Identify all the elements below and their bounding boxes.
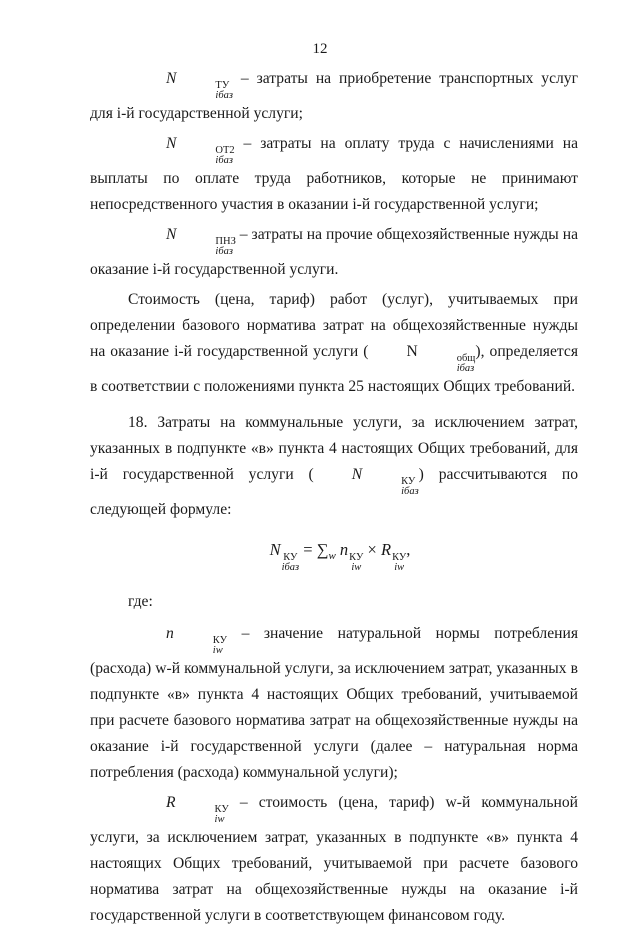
definition-text: – затраты на оплату труда с начислениями на выплаты по оплате труда работников, которые не принимают непосредственного участия в оказании i-й государственной услуги; [90, 135, 578, 213]
formula-r: R КУ iw [380, 540, 407, 573]
symbol-n-iw: n КУ iw [166, 625, 228, 656]
definition-natural-norm [90, 621, 578, 786]
definition-text: – значение натуральной нормы потребления (расхода) w-й коммунальной услуги, за исключением затрат, указанных в подпункте «в» пункта 4 настоящих Общих требований, учитываемой при расчете базового норматива затрат на общехозяйственные нужды на оказание i-й государственной услуги (далее – натуральная норма потребления (расхода) коммунальной услуги); [90, 625, 578, 781]
definition-other-costs [90, 222, 578, 283]
definition-text: – затраты на приобретение транспортных услуг для i-й государственной услуги; [90, 70, 578, 122]
definition-utility-cost [90, 790, 578, 929]
page-number: 12 [312, 41, 328, 57]
formula-equals: = [299, 540, 317, 559]
item-18-paragraph: 18. Затраты на коммунальные услуги, за исключением затрат, указанных в подпункте «в» пункта 4 настоящих Общих требований, для i-й государственной услуги ( N КУ iбаз ) рассчитываются по следующей формуле: [90, 414, 579, 518]
definition-transport-costs [90, 66, 578, 127]
formula-times: × [363, 540, 381, 559]
utilities-formula [90, 537, 578, 573]
sum-sign: ∑ [316, 540, 329, 559]
where-label: где: [128, 593, 153, 610]
symbol-n-obsch: N общ iбаз [406, 343, 476, 374]
page-content [90, 66, 578, 933]
sum-index: w [328, 550, 336, 562]
definition-text: – затраты на прочие общехозяйственные нужды на оказание i-й государственной услуги. [90, 226, 578, 278]
formula-n: n КУ iw [339, 540, 364, 573]
symbol-r-iw: R КУ iw [166, 794, 229, 825]
formula-lhs: N КУ iбаз [269, 540, 300, 573]
symbol-n-ot2: N ОТ2 iбаз [166, 135, 235, 166]
symbol-n-pnz: N ПНЗ iбаз [166, 226, 236, 257]
formula-tail: , [406, 540, 411, 559]
symbol-n-ty: N ТУ iбаз [166, 70, 233, 101]
definition-text: – стоимость (цена, тариф) w-й коммунальной услуги, за исключением затрат, указанных в подпункте «в» пункта 4 настоящих Общих требований, учитываемой при расчете базового норматива затрат на общехозяйственные нужды на оказание i-й государственной услуги в соответствующем финансовом году. [90, 794, 578, 924]
symbol-n-ku: N КУ iбаз [351, 466, 419, 497]
cost-paragraph: Стоимость (цена, тариф) работ (услуг), учитываемых при определении базового норматива затрат на общехозяйственные нужды на оказание i-й государственной услуги ( N общ iбаз ), определяется в соответствии с положениями пункта 25 настоящих Общих требований. [90, 291, 578, 395]
definition-labor-costs [90, 131, 578, 218]
